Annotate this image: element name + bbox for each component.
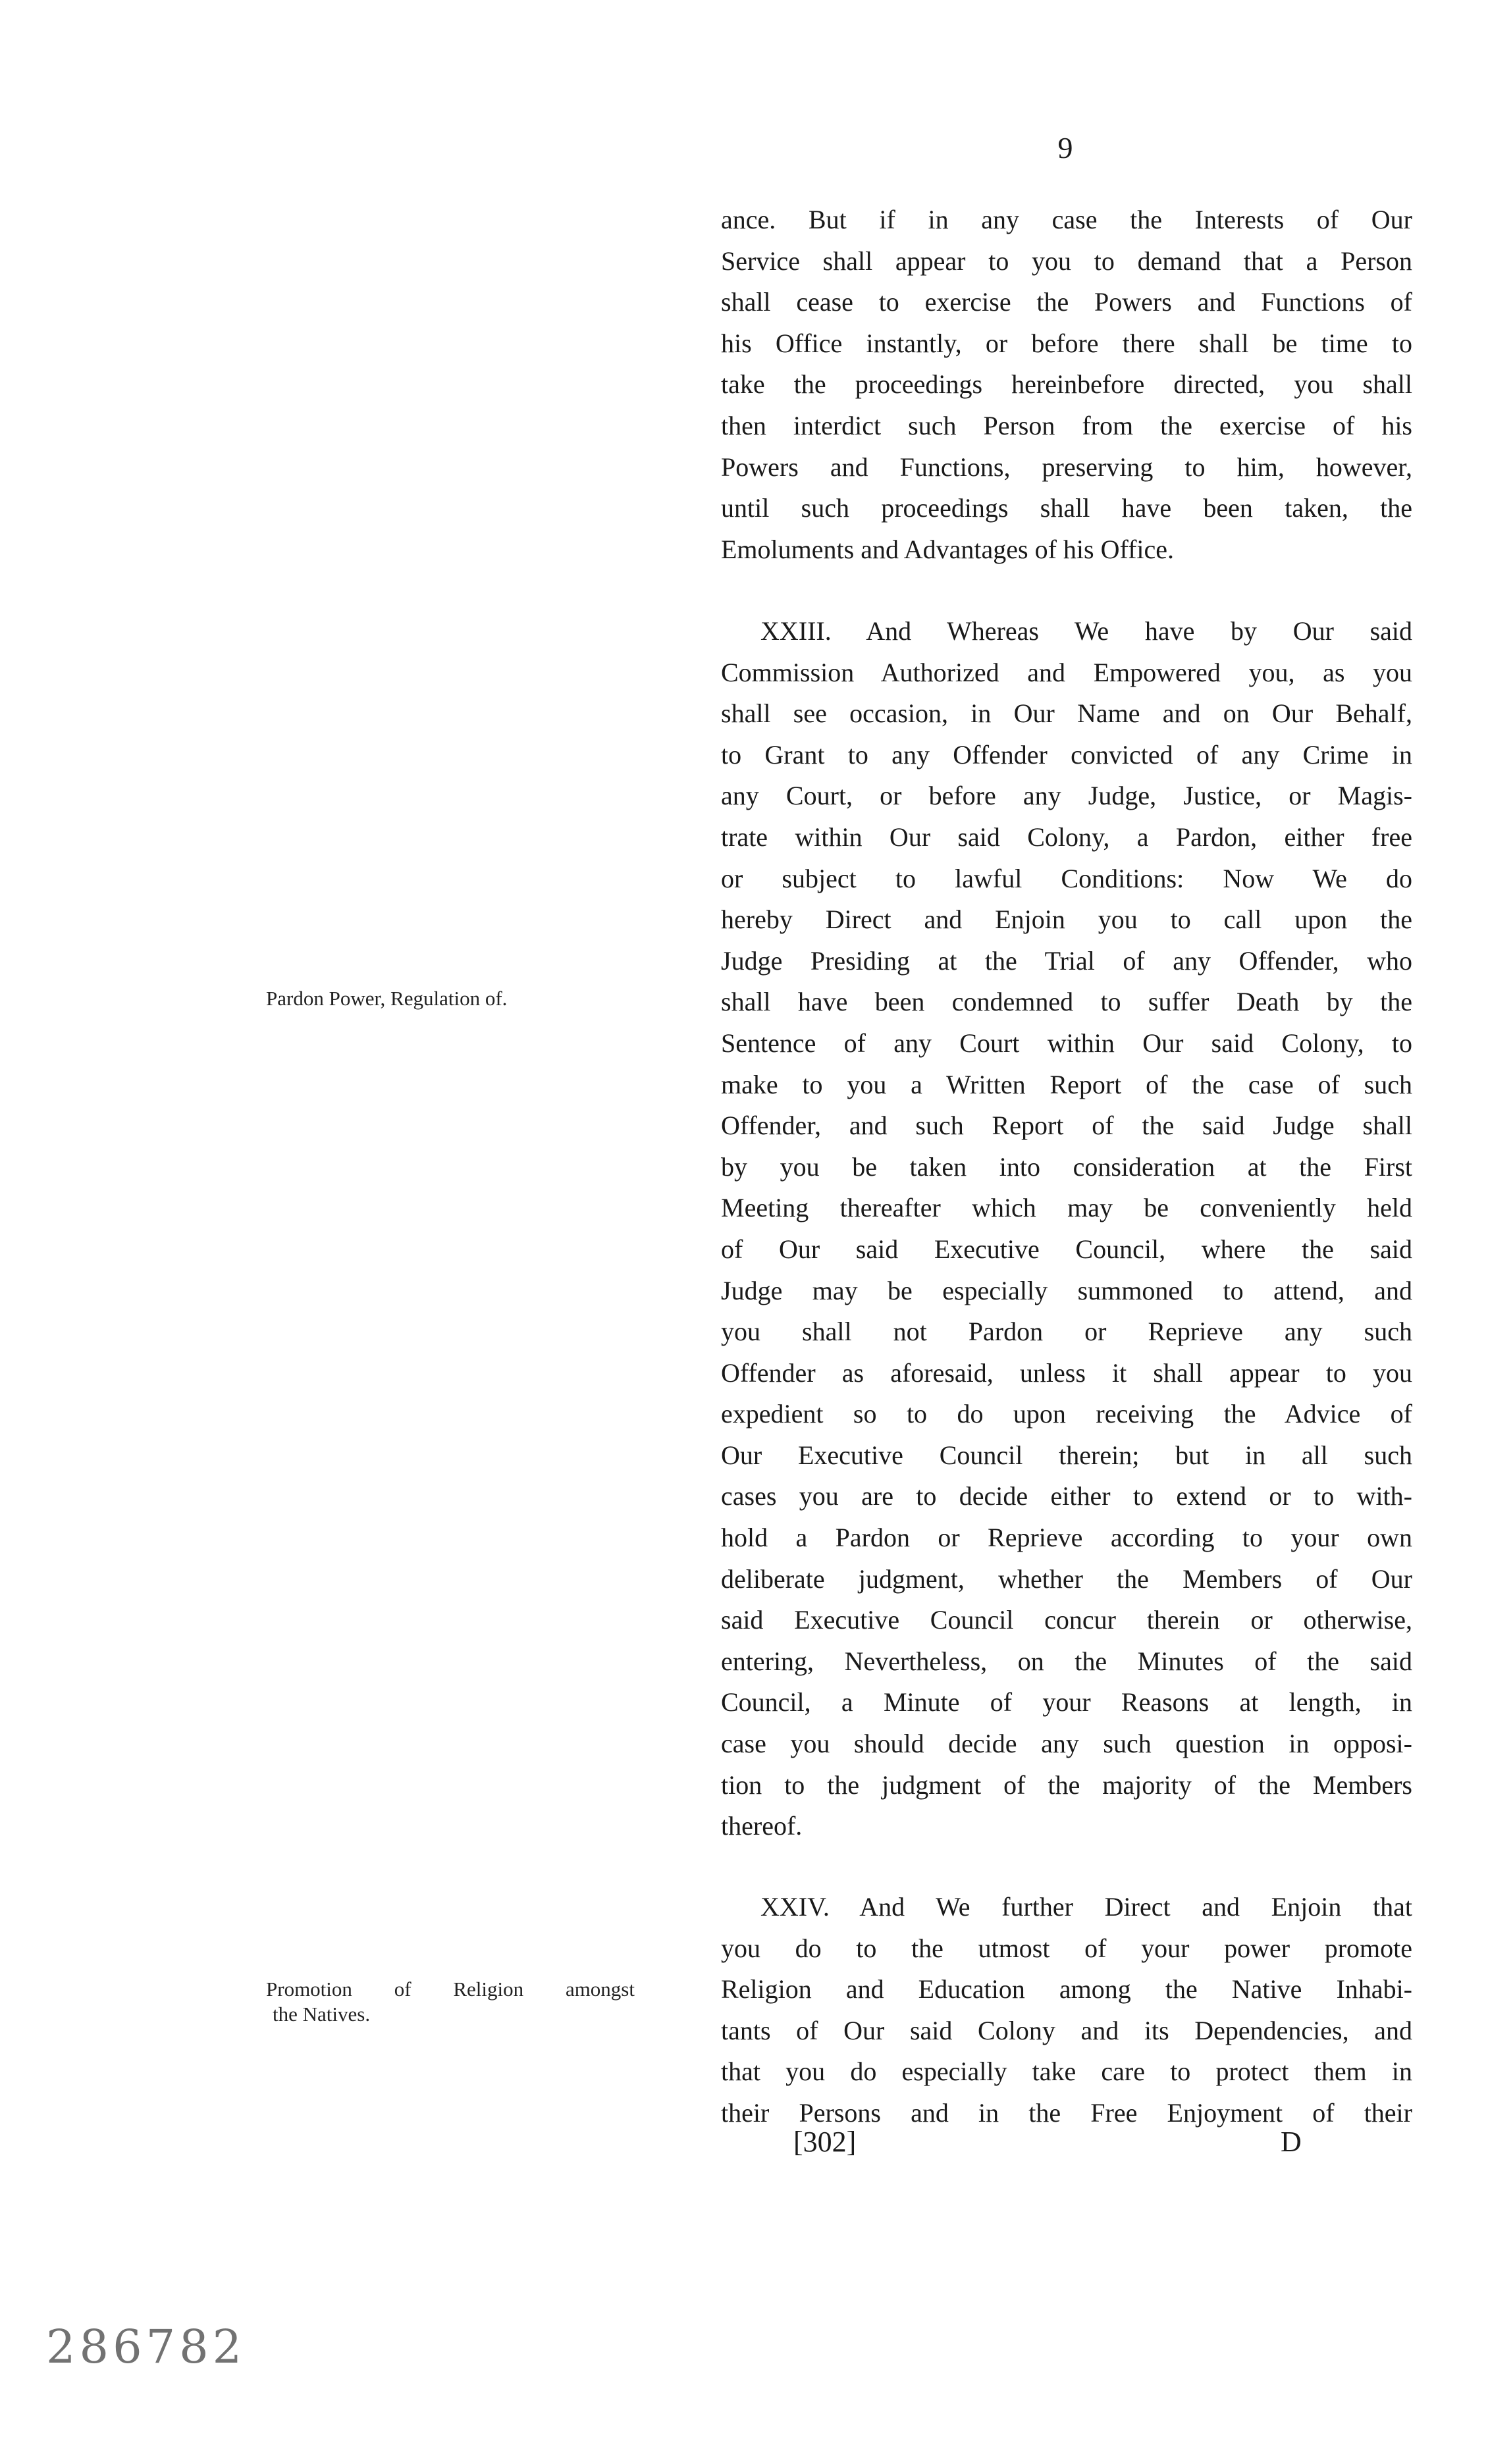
text-line: Meeting thereafter which may be conveniently held: [721, 1193, 1412, 1223]
page-number: 9: [1057, 131, 1073, 165]
paragraph-1: [721, 199, 1412, 570]
text-line: tion to the judgment of the majority of the Members: [721, 1769, 1412, 1800]
text-line: his Office instantly, or before there shall be time to: [721, 328, 1412, 358]
text-line: any Court, or before any Judge, Justice, or Magis-: [721, 781, 1412, 811]
text-line: or subject to lawful Conditions: Now We do: [721, 863, 1412, 893]
text-line: XXIV. And We further Direct and Enjoin that: [760, 1892, 1412, 1922]
text-line: that you do especially take care to protect them in: [721, 2057, 1412, 2087]
text-line: ance. But if in any case the Interests of Our: [721, 205, 1412, 234]
text-line: Commission Authorized and Empowered you, as you: [721, 657, 1412, 687]
paragraph-xxiii: [721, 611, 1412, 1847]
text-line: expedient so to do upon receiving the Advice of: [721, 1399, 1412, 1429]
text-line: make to you a Written Report of the case of such: [721, 1069, 1412, 1099]
text-line: you shall not Pardon or Reprieve any such: [721, 1317, 1412, 1347]
text-line: tants of Our said Colony and its Dependencies, and: [721, 2015, 1412, 2045]
signature-mark: [302]: [793, 2126, 857, 2158]
text-line: by you be taken into consideration at the First: [721, 1151, 1412, 1182]
text-line: you do to the utmost of your power promote: [721, 1933, 1412, 1963]
text-line: shall see occasion, in Our Name and on Our Behalf,: [721, 698, 1412, 729]
margin-note-religion: [266, 1977, 635, 2027]
text-line: cases you are to decide either to extend or to with-: [721, 1481, 1412, 1511]
text-line: Emoluments and Advantages of his Office.: [721, 534, 1175, 564]
text-line: entering, Nevertheless, on the Minutes of the said: [721, 1646, 1412, 1676]
text-line: until such proceedings shall have been taken, the: [721, 493, 1412, 523]
text-line: XXIII. And Whereas We have by Our said: [760, 616, 1412, 646]
text-line: case you should decide any such question in opposi-: [721, 1729, 1412, 1759]
text-line: their Persons and in the Free Enjoyment of their: [721, 2097, 1412, 2128]
text-line: Our Executive Council therein; but in all such: [721, 1440, 1412, 1470]
text-line: thereof.: [721, 1811, 803, 1841]
text-line: of Our said Executive Council, where the said: [721, 1234, 1412, 1264]
margin-note-pardon: Pardon Power, Regulation of.: [266, 987, 508, 1010]
text-line: hereby Direct and Enjoin you to call upon the: [721, 904, 1412, 935]
stamp-number: 286782: [46, 2320, 246, 2374]
text-line: Offender as aforesaid, unless it shall appear to you: [721, 1357, 1412, 1388]
text-line: trate within Our said Colony, a Pardon, either free: [721, 822, 1412, 852]
text-line: shall have been condemned to suffer Death by the: [721, 987, 1412, 1017]
text-line: Sentence of any Court within Our said Colony, to: [721, 1028, 1412, 1058]
text-line: Service shall appear to you to demand that a Person: [721, 246, 1412, 276]
text-line: Religion and Education among the Native Inhabi-: [721, 1974, 1412, 2005]
text-line: said Executive Council concur therein or otherwise,: [721, 1605, 1412, 1635]
text-line: deliberate judgment, whether the Members of Our: [721, 1563, 1412, 1594]
text-line: Judge Presiding at the Trial of any Offender, who: [721, 945, 1412, 976]
text-line: Council, a Minute of your Reasons at length, in: [721, 1687, 1412, 1717]
text-line: Judge may be especially summoned to attend, and: [721, 1275, 1412, 1305]
text-line: take the proceedings hereinbefore directed, you shall: [721, 369, 1412, 400]
signature-letter: D: [1281, 2126, 1302, 2158]
text-line: then interdict such Person from the exercise of his: [721, 410, 1412, 440]
margin-note-line: the Natives.: [273, 2003, 371, 2026]
text-line: hold a Pardon or Reprieve according to your own: [721, 1523, 1412, 1553]
text-line: Offender, and such Report of the said Judge shall: [721, 1111, 1412, 1141]
text-line: shall cease to exercise the Powers and Functions of: [721, 287, 1412, 317]
text-line: Powers and Functions, preserving to him, however,: [721, 452, 1412, 482]
margin-note-line: Promotion of Religion amongst: [266, 1978, 635, 2001]
paragraph-xxiv: [721, 1887, 1412, 2134]
text-line: to Grant to any Offender convicted of any Crime in: [721, 739, 1412, 770]
